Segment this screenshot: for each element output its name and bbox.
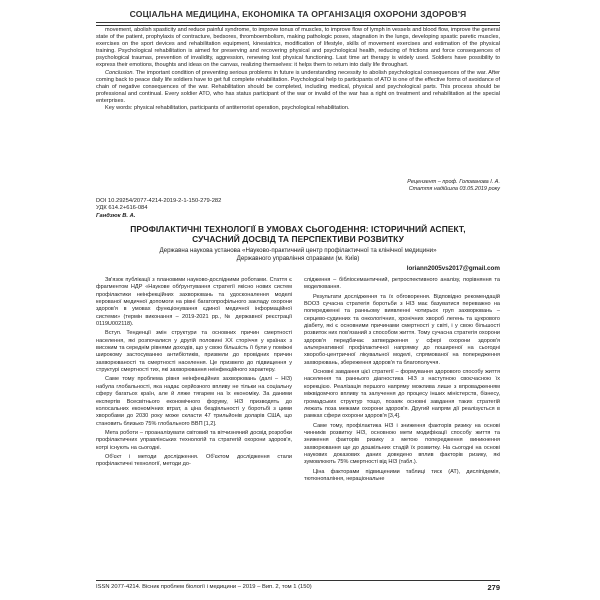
doi: DOI 10.29254/2077-4214-2019-2-1-150-279-282 (96, 198, 222, 204)
page-number: 279 (487, 583, 500, 592)
author-email: loriann2005vs2017@gmail.com (406, 265, 500, 272)
paragraph: Результати дослідження та їх обговорення. Відповідно рекомендацій ВООЗ сучасна стратегія боротьби з НІЗ має базуватися переважно на попередженні та ранньому виявленні чотирьох груп захворювань – серцево-судинних та онкологічних, хронічних хвороб легень та цукрового діабету, які є основними причинами смертності у світі, і у свою більшості розвиток них пов'язаний з способом життя. Тому сучасна стратегія охорони здоров'я передбачає затвердження у сфері охорони здоров'я альтернативної профілактичної напрямку до поширеної на сьогодні хворобо-центричної лікувальної моделі, спрямованої на попередження захворювань, збереження здоров'я та благополуччя. (304, 293, 500, 366)
paragraph: слідження – бібліосемантичний, ретроспективного аналізу, порівняння та моделювання. (304, 277, 500, 291)
paragraph: Саме тому, профілактика НІЗ і зниження факторів ризику на основі чинників розвитку НІЗ, основною мети модифікації способу життя та зниження факторів ризику з метою попередження виникнення захворювання ще до дошкільних стадій їх розвитку. На сьогодні на основі наукових доказових даних доведено вплив факторів ризику, які зумовлюють 75% смертності від НІЗ (табл.). (304, 422, 500, 466)
received-date: Стаття надійшла 03.05.2019 року (408, 186, 500, 192)
header-rule-thin (96, 25, 500, 26)
title-line-1: ПРОФІЛАКТИЧНІ ТЕХНОЛОГІЇ В УМОВАХ СЬОГОДЕННЯ: ІСТОРИЧНИЙ АСПЕКТ, (130, 224, 466, 234)
left-column (96, 277, 292, 471)
article-title (96, 224, 500, 245)
paragraph: Ціна факторами підвищеними таблиці тиск (АТ), дисліпідемія, тютюнопаління, нераціональне (304, 468, 500, 482)
header-rule (96, 22, 500, 23)
paragraph: Саме тому проблема рівня неінфекційних захворювань (далі – НІЗ) набула глобальності, яка надає серйозного впливу не тільки на соціальну сферу багатьох країн, але й ляже тягарем на їх економіку. За даними експертів Всесвітнього економічного форуму, НІЗ призводять до колосальних економічних втрат, а ціна бездіяльності у боротьбі з цими хворобами до 2030 року може скласти 47 трильйонів доларів США, що становить близько 75% глобального ВВП [1,2]. (96, 376, 292, 427)
journal-citation: ISSN 2077-4214. Вісник проблем біології і медицини – 2019 – Вип. 2, том 1 (150) (96, 584, 312, 590)
author: Гандзюк В. А. (96, 212, 136, 219)
conclusion-text: The important condition of preventing serious problems in future is understanding necessity to abolish psychological consequences of the war. After coming back to peace daily life soldiers have to get full complete rehabilitation. Psychological help to participants of ATO is one of the effective forms of avoidance of chain of negative consequences of the war. Rehabilitation should be completed, including medical, physical and psychological parts. This process should be professional and continual. Every soldier ATO, who has status participant of the war or invalid of the war has a right on treatment and rehabilitation at the special enterprises. (96, 69, 500, 104)
right-column (304, 277, 500, 485)
abstract-body: movement, abolish spasticity and reduce painful syndrome, to improve tonus of muscles, to improve flow of lymph in vessels and blood flow, improve the general state of the patient, prophylaxis of contracture, bedsores, thromboembolism, making pathologic poses, stagnation in the lungs, developing spastic paretic muscles, exercises on the sport devices and rehabilitation equipment, kinesiatrics, modification of lifestyle, skills of movement exercises and estimation of the physical training. Psychological rehabilitation is aimed for preserving and recovering physical and psychological health, reducing of frictions and force consequences of psychological traumas, prevention of invalidity, aggression, renewing lost physical functioning. Last time art therapy is widely used. Soldiers have possibility to express their emotions, thoughts and ideas on the canvas, realizing themselves: it helps them to return into daily life throughart. (96, 27, 500, 69)
affiliation-line-2: Державного управління справами (м. Київ) (236, 255, 360, 263)
keywords: Key words: physical rehabilitation, participants of antiterrorist operation, psychological rehabilitation. (105, 105, 350, 112)
paragraph: Основні завдання цієї стратегії – формування здорового способу життя населення та раннього діагностика НІЗ з наступною своєчасною їх корекцією. Реалізація першого напряму можлива лише з впровадженням міжвідомчого впливу та залучення до процесу інших міністерств, бізнесу, громадських структур тощо, позаяк основні завдання таких стратегій лежать поза межами охорони здоров'я. Другий напрям дії реалізується в рамках сфери охорони здоров'я [3,4]. (304, 369, 500, 420)
english-abstract (96, 27, 500, 112)
reviewer-name: Рецензент – проф. Голованова І. А. (407, 179, 500, 185)
abstract-conclusion (96, 70, 500, 105)
affiliation-line-1: Державна наукова установа «Науково-практичний центр профілактичної та клінічної медицини» (159, 247, 437, 254)
conclusion-heading: Conclusion. (105, 69, 134, 76)
affiliation (96, 247, 500, 263)
paragraph: Зв'язок публікації з плановими науково-дослідними роботами. Стаття є фрагментом НДР «Наукове обґрунтування стратегії якісно нових систем профілактики неінфекційних захворювань та удосконалення моделі керованої медичної допомоги на рівні багатопрофільного закладу охорони здоров'я в умовах функціонування єдиної медичної інформаційної системи» (термін виконання – 2019-2021 рр., № державної реєстрації 0119U002118). (96, 277, 292, 328)
paragraph: Мета роботи – проаналізувати світовий та вітчизняний досвід розробки профілактичних управлінських технологій та стратегій охорони здоров'я, котрі існують на сьогодні. (96, 429, 292, 451)
footer-rule (96, 580, 500, 581)
title-line-2: СУЧАСНИЙ ДОСВІД ТА ПЕРСПЕКТИВИ РОЗВИТКУ (192, 234, 404, 245)
paragraph: Об'єкт і методи дослідження. Об'єктом дослідження стали профілактичні технології, методи до- (96, 453, 292, 468)
journal-section-header: СОЦІАЛЬНА МЕДИЦИНА, ЕКОНОМІКА ТА ОРГАНІЗАЦІЯ ОХОРОНИ ЗДОРОВ'Я (129, 9, 467, 19)
article-meta (96, 198, 221, 220)
udk: УДК 614.2+616-084 (96, 205, 148, 212)
paragraph: Вступ. Тенденції змін структури та основних причин смертності населення, які розпочалися у другій половині XX сторіччя у країнах з високим та середнім рівнями доходів, що у свою більшість її були у поміжні широкому застосуванню антибіотиків, призвели до провідних причин захворюваності та смертності населення. Це призвело до підвищення у структурі смертності тих, які захворювання неінфекційного характеру. (96, 330, 292, 374)
reviewer-note (407, 179, 500, 193)
